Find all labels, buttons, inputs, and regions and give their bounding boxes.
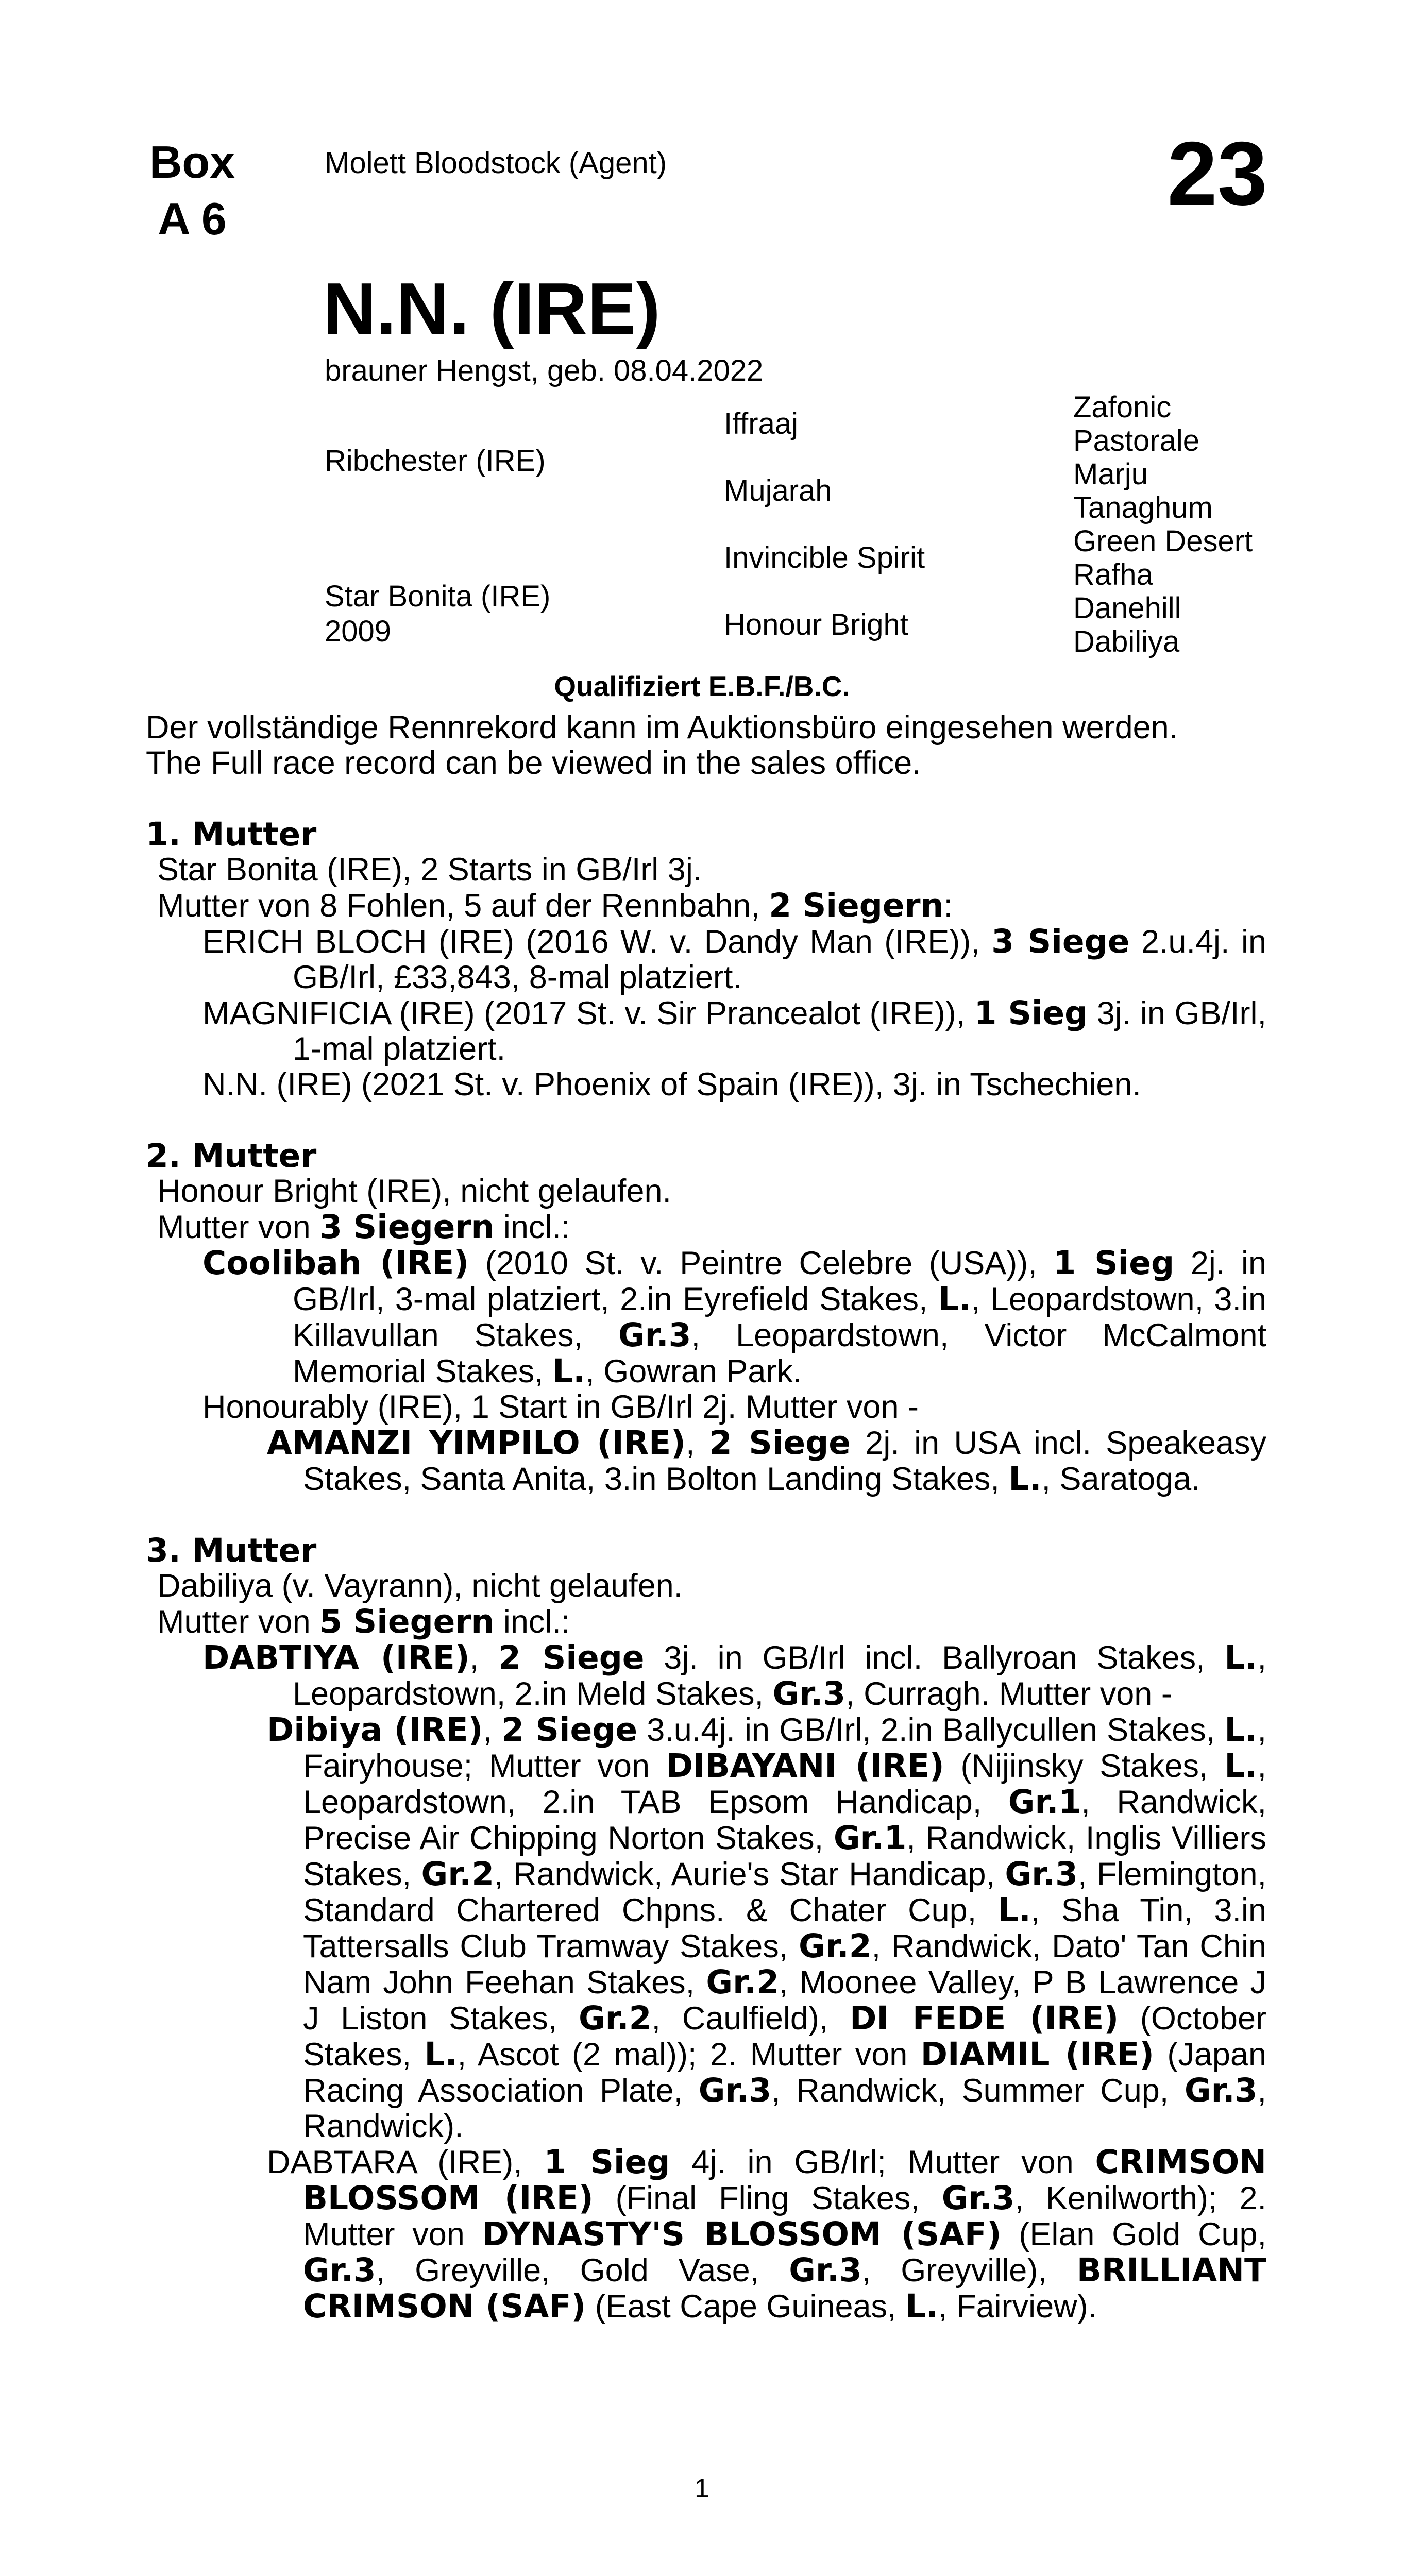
offspring-entry: Dibiya (IRE), 2 Siege 3.u.4j. in GB/Irl, 2.in Ballycullen Stakes, L., Fairyhouse; Mutter von DIBAYANI (IRE) (Nijinsky Stakes, L., Leopardstown, 2.in TAB Epsom Handicap, Gr.1, Randwick, Precise Air Chipping Norton Stakes, Gr.1, Randwick, Inglis Villiers Stakes, Gr.2, Randwick, Aurie's Star Handicap, Gr.3, Flemington, Standard Chartered Chpns. & Chater Cup, L., Sha Tin, 3.in Tattersalls Club Tramway Stakes, Gr.2, Randwick, Dato' Tan Chin Nam John Feehan Stakes, Gr.2, Moonee Valley, P B Lawrence J J Liston Stakes, Gr.2, Caulfield), DI FEDE (IRE) (October Stakes, L., Ascot (2 mal)); 2. Mutter von DIAMIL (IRE) (Japan Racing Association Plate, Gr.3, Randwick, Summer Cup, Gr.3, Randwick). bbox=[267, 1711, 1267, 2144]
offspring-entry: Honourably (IRE), 1 Start in GB/Irl 2j. Mutter von - bbox=[202, 1389, 919, 1425]
pedigree-gen2-2: Mujarah bbox=[724, 474, 832, 507]
race-record-body bbox=[146, 710, 1266, 2325]
box-label: Box bbox=[149, 137, 235, 188]
section-heading-3: 3. Mutter bbox=[146, 1532, 317, 1569]
pedigree-gen2-1: Iffraaj bbox=[724, 407, 799, 440]
pedigree-sire: Ribchester (IRE) bbox=[325, 444, 546, 478]
dam3-line: Dabiliya (v. Vayrann), nicht gelaufen. bbox=[157, 1568, 683, 1604]
section-heading-1: 1. Mutter bbox=[146, 816, 317, 853]
dam2-produce: Mutter von 3 Siegern incl.: bbox=[157, 1208, 570, 1246]
offspring-entry: ERICH BLOCH (IRE) (2016 W. v. Dandy Man (IRE)), 3 Siege 2.u.4j. in GB/Irl, £33,843, 8-mal platziert. bbox=[202, 923, 1266, 995]
pedigree-gen3-5: Green Desert bbox=[1073, 524, 1253, 558]
pedigree-dam: Star Bonita (IRE) bbox=[325, 580, 551, 613]
pedigree-gen2-4: Honour Bright bbox=[724, 608, 908, 641]
pedigree-gen3-2: Pastorale bbox=[1073, 424, 1200, 457]
lot-number: 23 bbox=[1167, 124, 1267, 224]
offspring-entry: AMANZI YIMPILO (IRE), 2 Siege 2j. in USA incl. Speakeasy Stakes, Santa Anita, 3.in Bolton Landing Stakes, L., Saratoga. bbox=[267, 1424, 1266, 1498]
pedigree-gen3-6: Rafha bbox=[1073, 558, 1153, 591]
intro-german: Der vollständige Rennrekord kann im Auktionsbüro eingesehen werden. bbox=[146, 709, 1178, 745]
offspring-entry: DABTIYA (IRE), 2 Siege 3j. in GB/Irl incl. Ballyroan Stakes, L., Leopardstown, 2.in Meld Stakes, Gr.3, Curragh. Mutter von - bbox=[202, 1639, 1266, 1713]
pedigree-gen2-3: Invincible Spirit bbox=[724, 541, 925, 574]
section-heading-2: 2. Mutter bbox=[146, 1137, 317, 1175]
box-location bbox=[146, 134, 239, 247]
offspring-entry: DABTARA (IRE), 1 Sieg 4j. in GB/Irl; Mutter von CRIMSON BLOSSOM (IRE) (Final Fling Stakes, Gr.3, Kenilworth); 2. Mutter von DYNASTY'S BLOSSOM (SAF) (Elan Gold Cup, Gr.3, Greyville, Gold Vase, Gr.3, Greyville), BRILLIANT CRIMSON (SAF) (East Cape Guineas, L., Fairview). bbox=[267, 2143, 1267, 2325]
pedigree-gen3-3: Marju bbox=[1073, 457, 1148, 491]
pedigree-gen3-8: Dabiliya bbox=[1073, 625, 1180, 658]
box-value: A 6 bbox=[158, 193, 227, 244]
page-number: 1 bbox=[695, 2473, 709, 2503]
horse-description: brauner Hengst, geb. 08.04.2022 bbox=[325, 354, 764, 387]
qualification: Qualifiziert E.B.F./B.C. bbox=[554, 670, 850, 702]
dam1-line: Star Bonita (IRE), 2 Starts in GB/Irl 3j. bbox=[157, 852, 702, 888]
dam3-produce: Mutter von 5 Siegern incl.: bbox=[157, 1603, 570, 1640]
dam1-produce: Mutter von 8 Fohlen, 5 auf der Rennbahn, 2 Siegern: bbox=[157, 887, 953, 924]
pedigree-dam-year: 2009 bbox=[325, 615, 392, 648]
offspring-entry: N.N. (IRE) (2021 St. v. Phoenix of Spain (IRE)), 3j. in Tschechien. bbox=[202, 1066, 1141, 1103]
pedigree-gen3-7: Danehill bbox=[1073, 591, 1181, 625]
offspring-entry: MAGNIFICIA (IRE) (2017 St. v. Sir Prancealot (IRE)), 1 Sieg 3j. in GB/Irl, 1-mal platziert. bbox=[202, 994, 1267, 1067]
dam2-line: Honour Bright (IRE), nicht gelaufen. bbox=[157, 1173, 672, 1209]
agent-name: Molett Bloodstock (Agent) bbox=[325, 146, 667, 180]
horse-name: N.N. (IRE) bbox=[323, 268, 661, 350]
offspring-entry: Coolibah (IRE) (2010 St. v. Peintre Celebre (USA)), 1 Sieg 2j. in GB/Irl, 3-mal platziert, 2.in Eyrefield Stakes, L., Leopardstown, 3.in Killavullan Stakes, Gr.3, Leopardstown, Victor McCalmont Memorial Stakes, L., Gowran Park. bbox=[202, 1244, 1266, 1390]
pedigree-gen3-4: Tanaghum bbox=[1073, 491, 1213, 524]
intro-english: The Full race record can be viewed in the sales office. bbox=[146, 745, 921, 781]
pedigree-gen3-1: Zafonic bbox=[1073, 391, 1172, 424]
